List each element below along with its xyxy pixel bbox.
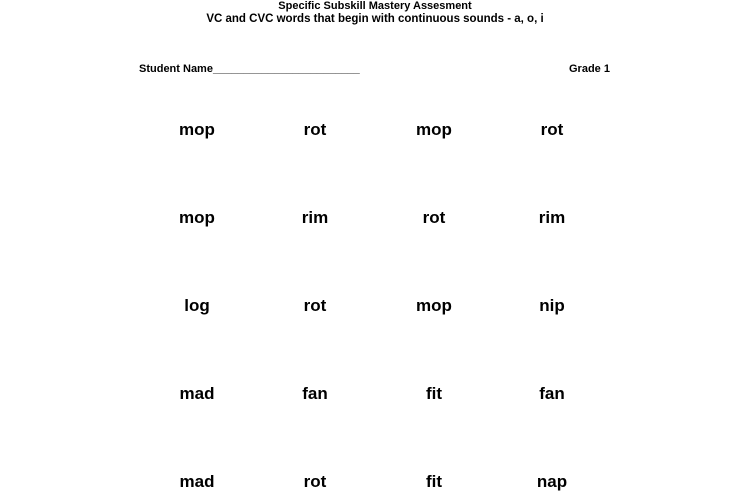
student-name-field: Student Name________________________ [139,63,360,75]
word-cell: log [184,296,210,315]
word-cell: rot [540,120,564,139]
word-cell: mop [179,208,215,227]
word-cell: mad [179,384,215,403]
word-cell: fit [425,384,443,403]
word-cell: fan [539,384,565,403]
assessment-subtitle: VC and CVC words that begin with continuous sounds - a, o, i [206,13,544,25]
word-cell: fit [425,472,443,491]
word-cell: rot [303,120,327,139]
word-cell: nap [536,472,568,491]
word-cell: rot [303,472,327,491]
word-cell: mop [179,120,215,139]
word-cell: mad [179,472,215,491]
grade-label: Grade 1 [569,63,610,75]
word-cell: mop [416,120,452,139]
word-cell: rot [422,208,446,227]
word-cell: rim [538,208,566,227]
word-cell: rot [303,296,327,315]
word-cell: nip [539,296,565,315]
word-cell: rim [301,208,329,227]
word-cell: fan [302,384,328,403]
assessment-title: Specific Subskill Mastery Assesment [278,0,472,12]
word-cell: mop [416,296,452,315]
